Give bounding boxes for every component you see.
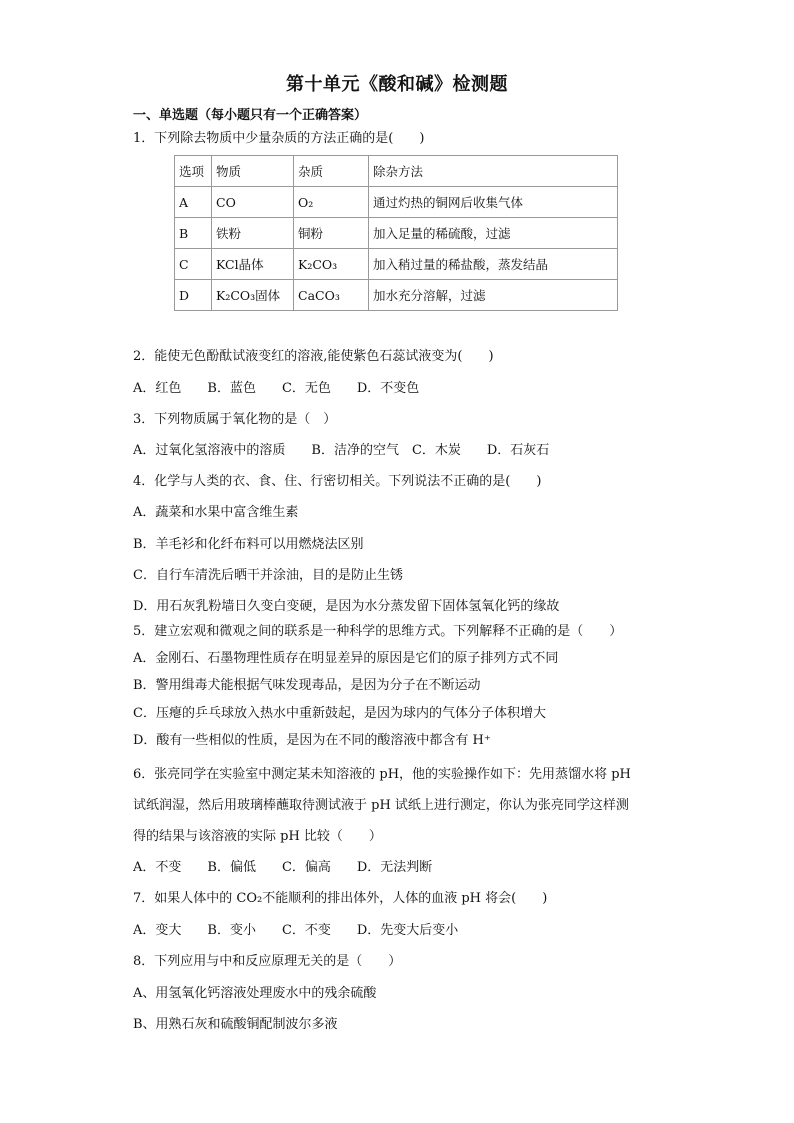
table-header-cell: 杂质 <box>294 156 369 187</box>
question-1-stem: 1．下列除去物质中少量杂质的方法正确的是( ) <box>133 131 425 146</box>
table-header-cell: 选项 <box>175 156 212 187</box>
section-heading: 一、单选题（每小题只有一个正确答案） <box>133 108 368 123</box>
question-8-stem: 8．下列应用与中和反应原理无关的是（ ） <box>133 954 402 969</box>
table-row <box>175 187 618 218</box>
question-4-option-a: A．蔬菜和水果中富含维生素 <box>133 505 299 520</box>
question-4-stem: 4．化学与人类的衣、食、住、行密切相关。下列说法不正确的是( ) <box>133 474 542 489</box>
question-3-options: A．过氧化氢溶液中的溶质 B．洁净的空气 C．木炭 D．石灰石 <box>133 443 550 458</box>
table-cell: 加入足量的稀硫酸，过滤 <box>369 218 618 249</box>
question-1-table <box>174 155 618 311</box>
question-6-stem-line-3: 得的结果与该溶液的实际 pH 比较（ ） <box>133 829 382 844</box>
question-7-options: A．变大 B．变小 C．不变 D．先变大后变小 <box>133 923 459 938</box>
table-cell: CO <box>212 187 294 218</box>
table-cell: B <box>175 218 212 249</box>
question-8-option-b: B、用熟石灰和硫酸铜配制波尔多液 <box>133 1017 338 1032</box>
table-cell: A <box>175 187 212 218</box>
question-5-option-c: C．压瘪的乒乓球放入热水中重新鼓起，是因为球内的气体分子体积增大 <box>133 706 546 721</box>
table-row <box>175 218 618 249</box>
question-5-option-a: A．金刚石、石墨物理性质存在明显差异的原因是它们的原子排列方式不同 <box>133 651 559 666</box>
table-cell: 铜粉 <box>294 218 369 249</box>
question-2-stem: 2．能使无色酚酞试液变红的溶液,能使紫色石蕊试液变为( ) <box>133 349 494 364</box>
question-6-stem-line-1: 6．张亮同学在实验室中测定某未知溶液的 pH，他的实验操作如下：先用蒸馏水将 pH <box>133 767 631 782</box>
table-header-cell: 物质 <box>212 156 294 187</box>
table-header-cell: 除杂方法 <box>369 156 618 187</box>
question-7-stem: 7．如果人体中的 CO₂不能顺利的排出体外，人体的血液 pH 将会( ) <box>133 891 548 906</box>
table-cell: 加入稍过量的稀盐酸，蒸发结晶 <box>369 249 618 280</box>
question-8-option-a: A、用氢氧化钙溶液处理废水中的残余硫酸 <box>133 986 377 1001</box>
document-title: 第十单元《酸和碱》检测题 <box>286 74 508 95</box>
table-row <box>175 249 618 280</box>
table-cell: D <box>175 280 212 311</box>
question-2-options: A．红色 B．蓝色 C．无色 D．不变色 <box>133 381 420 396</box>
question-4-option-d: D．用石灰乳粉墙日久变白变硬，是因为水分蒸发留下固体氢氧化钙的缘故 <box>133 599 560 614</box>
table-cell: K₂CO₃ <box>294 249 369 280</box>
table-cell: KCl晶体 <box>212 249 294 280</box>
table-cell: O₂ <box>294 187 369 218</box>
question-6-options: A．不变 B．偏低 C．偏高 D．无法判断 <box>133 860 433 875</box>
question-3-stem: 3．下列物质属于氧化物的是（ ） <box>133 412 337 427</box>
question-4-option-b: B．羊毛衫和化纤布料可以用燃烧法区别 <box>133 537 364 552</box>
table-cell: 铁粉 <box>212 218 294 249</box>
table-cell: CaCO₃ <box>294 280 369 311</box>
question-5-option-d: D．酸有一些相似的性质，是因为在不同的酸溶液中都含有 H⁺ <box>133 733 491 748</box>
question-5-option-b: B．警用缉毒犬能根据气味发现毒品，是因为分子在不断运动 <box>133 678 481 693</box>
table-cell: C <box>175 249 212 280</box>
question-5-stem: 5．建立宏观和微观之间的联系是一种科学的思维方式。下列解释不正确的是（ ） <box>133 624 623 639</box>
table-cell: K₂CO₃固体 <box>212 280 294 311</box>
table-header-row <box>175 156 618 187</box>
table-row <box>175 280 618 311</box>
table-cell: 加水充分溶解，过滤 <box>369 280 618 311</box>
table-cell: 通过灼热的铜网后收集气体 <box>369 187 618 218</box>
question-6-stem-line-2: 试纸润湿，然后用玻璃棒蘸取待测试液于 pH 试纸上进行测定，你认为张亮同学这样测 <box>133 798 629 813</box>
question-4-option-c: C．自行车清洗后晒干并涂油，目的是防止生锈 <box>133 568 403 583</box>
